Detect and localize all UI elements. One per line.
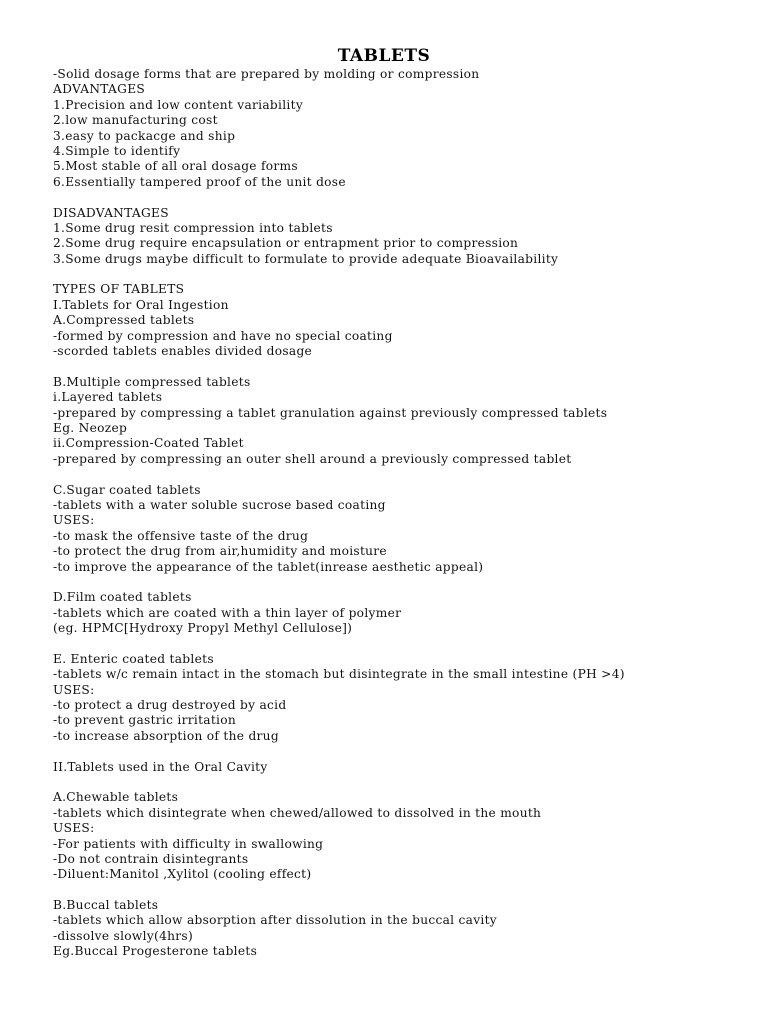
text-line: -to prevent gastric irritation <box>53 713 237 728</box>
text-line: -tablets with a water soluble sucrose based coating <box>53 497 386 512</box>
blank-line <box>53 636 753 651</box>
text-line: -prepared by compressing a tablet granulation against previously compressed tablets <box>53 405 608 420</box>
text-line: II.Tablets used in the Oral Cavity <box>53 759 268 774</box>
blank-line <box>53 359 753 374</box>
text-line: USES: <box>53 513 95 528</box>
text-line: 4.Simple to identify <box>53 143 181 158</box>
text-line: -to protect a drug destroyed by acid <box>53 698 287 713</box>
text-line: -scorded tablets enables divided dosage <box>53 344 313 359</box>
blank-line <box>53 744 753 759</box>
text-line: -Do not contrain disintegrants <box>53 851 249 866</box>
text-line: Eg.Buccal Progesterone tablets <box>53 944 258 959</box>
text-line: -tablets w/c remain intact in the stomach but disintegrate in the small intestine (PH >4) <box>53 667 625 682</box>
text-line: -For patients with difficulty in swallowing <box>53 836 324 851</box>
text-line: -to mask the offensive taste of the drug <box>53 528 309 543</box>
text-line: USES: <box>53 821 95 836</box>
text-line: 3.easy to packacge and ship <box>53 128 236 143</box>
page-title: TABLETS <box>337 46 431 66</box>
text-line: 1.Some drug resit compression into tablets <box>53 220 333 235</box>
text-line: 1.Precision and low content variability <box>53 97 303 112</box>
text-line: USES: <box>53 682 95 697</box>
text-line: -Solid dosage forms that are prepared by molding or compression <box>53 67 480 81</box>
blank-line <box>53 467 753 482</box>
text-line: A.Chewable tablets <box>53 790 179 805</box>
text-line: -tablets which are coated with a thin layer of polymer <box>53 605 402 620</box>
text-line: 2.Some drug require encapsulation or entrapment prior to compression <box>53 236 519 251</box>
text-line: 2.low manufacturing cost <box>53 113 218 128</box>
text-line: -to increase absorption of the drug <box>53 728 279 743</box>
text-line: -prepared by compressing an outer shell around a previously compressed tablet <box>53 451 572 466</box>
text-line: -tablets which allow absorption after dissolution in the buccal cavity <box>53 913 497 928</box>
blank-line <box>53 575 753 590</box>
text-line: A.Compressed tablets <box>53 313 195 328</box>
text-line: 3.Some drugs maybe difficult to formulate to provide adequate Bioavailability <box>53 251 559 266</box>
text-line: E. Enteric coated tablets <box>53 651 214 666</box>
text-line: ii.Compression-Coated Tablet <box>53 436 244 451</box>
text-line: -to protect the drug from air,humidity and moisture <box>53 544 387 559</box>
text-line: B.Buccal tablets <box>53 898 159 913</box>
text-line: -dissolve slowly(4hrs) <box>53 928 194 943</box>
text-line: Eg. Neozep <box>53 420 128 435</box>
blank-line <box>53 267 753 282</box>
text-line: TYPES OF TABLETS <box>53 282 185 297</box>
text-line: i.Layered tablets <box>53 390 163 405</box>
blank-line <box>53 190 753 205</box>
text-line: DISADVANTAGES <box>53 205 169 220</box>
text-line: -formed by compression and have no special coating <box>53 328 393 343</box>
text-line: C.Sugar coated tablets <box>53 482 201 497</box>
text-line: 5.Most stable of all oral dosage forms <box>53 159 298 174</box>
text-line: I.Tablets for Oral Ingestion <box>53 297 229 312</box>
text-line: -Diluent:Manitol ,Xylitol (cooling effect) <box>53 867 312 882</box>
text-line: -to improve the appearance of the tablet(inrease aesthetic appeal) <box>53 559 484 574</box>
document-body <box>53 67 753 960</box>
text-line: 6.Essentially tampered proof of the unit dose <box>53 174 346 189</box>
text-line: (eg. HPMC[Hydroxy Propyl Methyl Cellulose]) <box>53 621 353 636</box>
blank-line <box>53 775 753 790</box>
text-line: ADVANTAGES <box>53 82 146 97</box>
blank-line <box>53 883 753 898</box>
text-line: -tablets which disintegrate when chewed/allowed to dissolved in the mouth <box>53 805 542 820</box>
text-line: D.Film coated tablets <box>53 590 192 605</box>
text-line: B.Multiple compressed tablets <box>53 374 251 389</box>
